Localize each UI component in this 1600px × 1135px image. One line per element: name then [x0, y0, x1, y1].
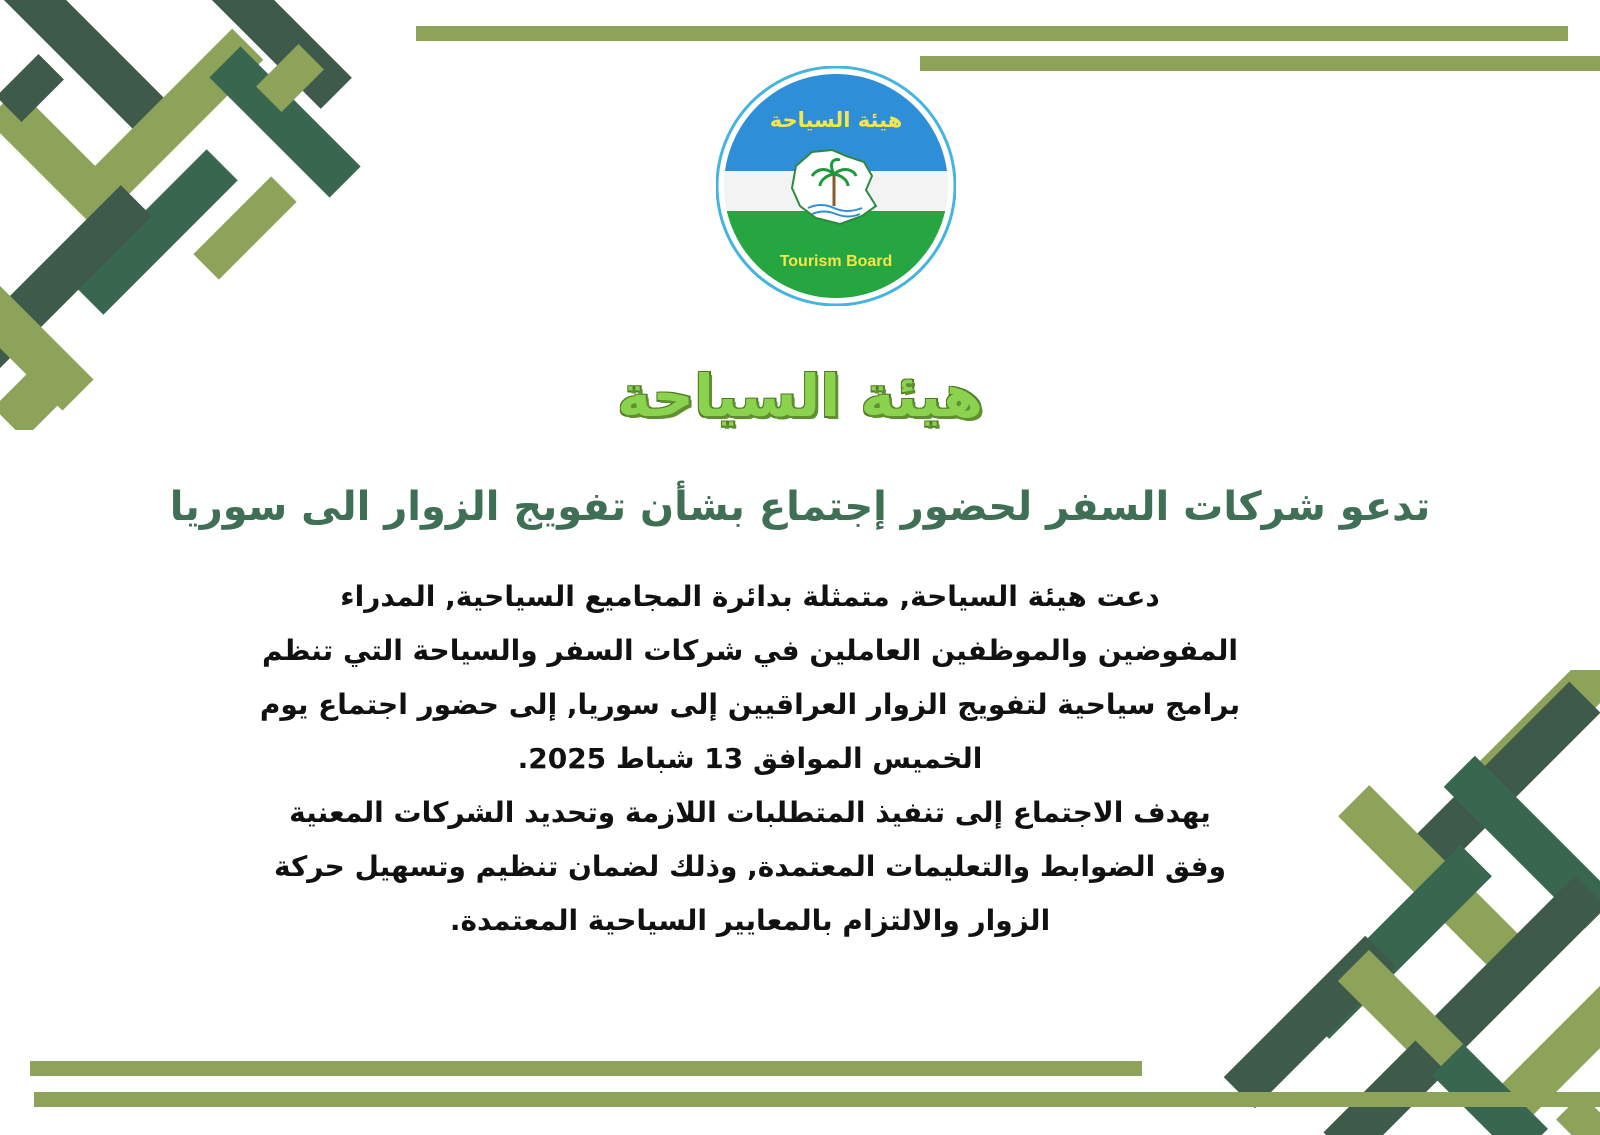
body-line: يهدف الاجتماع إلى تنفيذ المتطلبات اللازمة وتحديد الشركات المعنية — [289, 796, 1211, 829]
tourism-board-logo — [716, 66, 956, 306]
page-title: هيئة السياحة — [616, 362, 984, 430]
announcement-body — [120, 570, 1380, 948]
bottom-bar-2 — [34, 1092, 1600, 1107]
logo-arabic-text: هيئة السياحة — [769, 108, 903, 132]
top-bar-2 — [920, 56, 1600, 71]
body-line: برامج سياحية لتفويج الزوار العراقيين إلى سوريا, إلى حضور اجتماع يوم — [259, 688, 1241, 721]
body-line: الخميس الموافق 13 شباط 2025. — [517, 742, 983, 775]
body-line: وفق الضوابط والتعليمات المعتمدة, وذلك لضمان تنظيم وتسهيل حركة — [274, 850, 1226, 883]
body-line: الزوار والالتزام بالمعايير السياحية المعتمدة. — [449, 904, 1051, 937]
top-left-geometric-pattern — [0, 0, 380, 430]
bottom-bar-1 — [30, 1061, 1142, 1076]
logo-english-text: Tourism Board — [779, 253, 893, 270]
headline: تدعو شركات السفر لحضور إجتماع بشأن تفويج الزوار الى سوريا — [169, 484, 1431, 530]
body-line: المفوضين والموظفين العاملين في شركات السفر والسياحة التي تنظم — [262, 634, 1238, 667]
body-line: دعت هيئة السياحة, متمثلة بدائرة المجاميع السياحية, المدراء — [340, 580, 1160, 613]
top-bar-1 — [416, 26, 1568, 41]
